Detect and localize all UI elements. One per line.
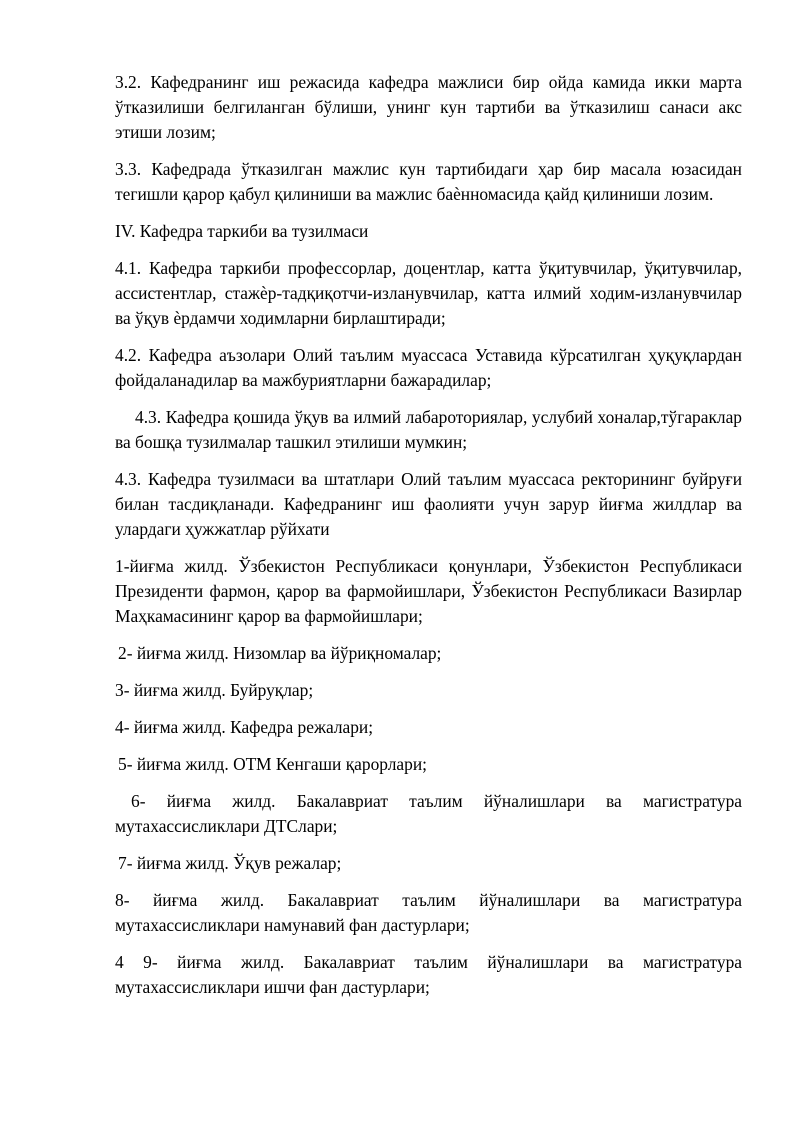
folder-item-7: 7- йиғма жилд. Ўқув режалар; xyxy=(118,853,342,873)
paragraph-4-1: 4.1. Кафедра таркиби профессорлар, доцентлар, катта ўқитувчилар, ўқитувчилар, ассистентлар, стажѐр-тадқиқотчи-изланувчилар, катта илмий ходим-изланувчилар ва ўқув ѐрдамчи ходимларни бирлаштиради; xyxy=(115,258,742,328)
paragraph-4-3-b: 4.3. Кафедра тузилмаси ва штатлари Олий таълим муассаса ректорининг буйруғи билан тасдиқланади. Кафедранинг иш фаолияти учун зарур йиғма жилдлар ва улардаги ҳужжатлар рўйхати xyxy=(115,469,742,539)
folder-item-6: 6- йиғма жилд. Бакалавриат таълим йўналишлари ва магистратура мутахассисликлари ДТСлари; xyxy=(115,791,742,836)
folder-item-2: 2- йиғма жилд. Низомлар ва йўриқномалар; xyxy=(118,643,442,663)
folder-item-8: 8- йиғма жилд. Бакалавриат таълим йўналишлари ва магистратура мутахассисликлари намунавий фан дастурлари; xyxy=(115,890,742,935)
paragraph-4-3-a: 4.3. Кафедра қошида ўқув ва илмий лабароториялар, услубий хоналар,тўгараклар ва бошқа тузилмалар ташкил этилиши мумкин; xyxy=(115,407,742,452)
section-heading-iv: IV. Кафедра таркиби ва тузилмаси xyxy=(115,221,369,241)
paragraph-3-2: 3.2. Кафедранинг иш режасида кафедра мажлиси бир ойда камида икки марта ўтказилиши белгиланган бўлиши, унинг кун тартиби ва ўтказилиш санаси акс этиши лозим; xyxy=(115,72,742,142)
folder-item-5: 5- йиғма жилд. ОТМ Кенгаши қарорлари; xyxy=(118,754,427,774)
document-page xyxy=(115,70,742,1012)
folder-item-1: 1-йиғма жилд. Ўзбекистон Республикаси қонунлари, Ўзбекистон Республикаси Президенти фармон, қарор ва фармойишлари, Ўзбекистон Республикаси Вазирлар Маҳкамасининг қарор ва фармойишлари; xyxy=(115,556,742,626)
paragraph-3-3: 3.3. Кафедрада ўтказилган мажлис кун тартибидаги ҳар бир масала юзасидан тегишли қарор қабул қилиниши ва мажлис баѐнномасида қайд қилиниши лозим. xyxy=(115,159,742,204)
paragraph-4-2: 4.2. Кафедра аъзолари Олий таълим муассаса Уставида кўрсатилган ҳуқуқлардан фойдаланадилар ва мажбуриятларни бажарадилар; xyxy=(115,345,742,390)
folder-item-3: 3- йиғма жилд. Буйруқлар; xyxy=(115,680,314,700)
folder-item-4: 4- йиғма жилд. Кафедра режалари; xyxy=(115,717,374,737)
folder-item-9: 4 9- йиғма жилд. Бакалавриат таълим йўналишлари ва магистратура мутахассисликлари ишчи фан дастурлари; xyxy=(115,952,742,997)
